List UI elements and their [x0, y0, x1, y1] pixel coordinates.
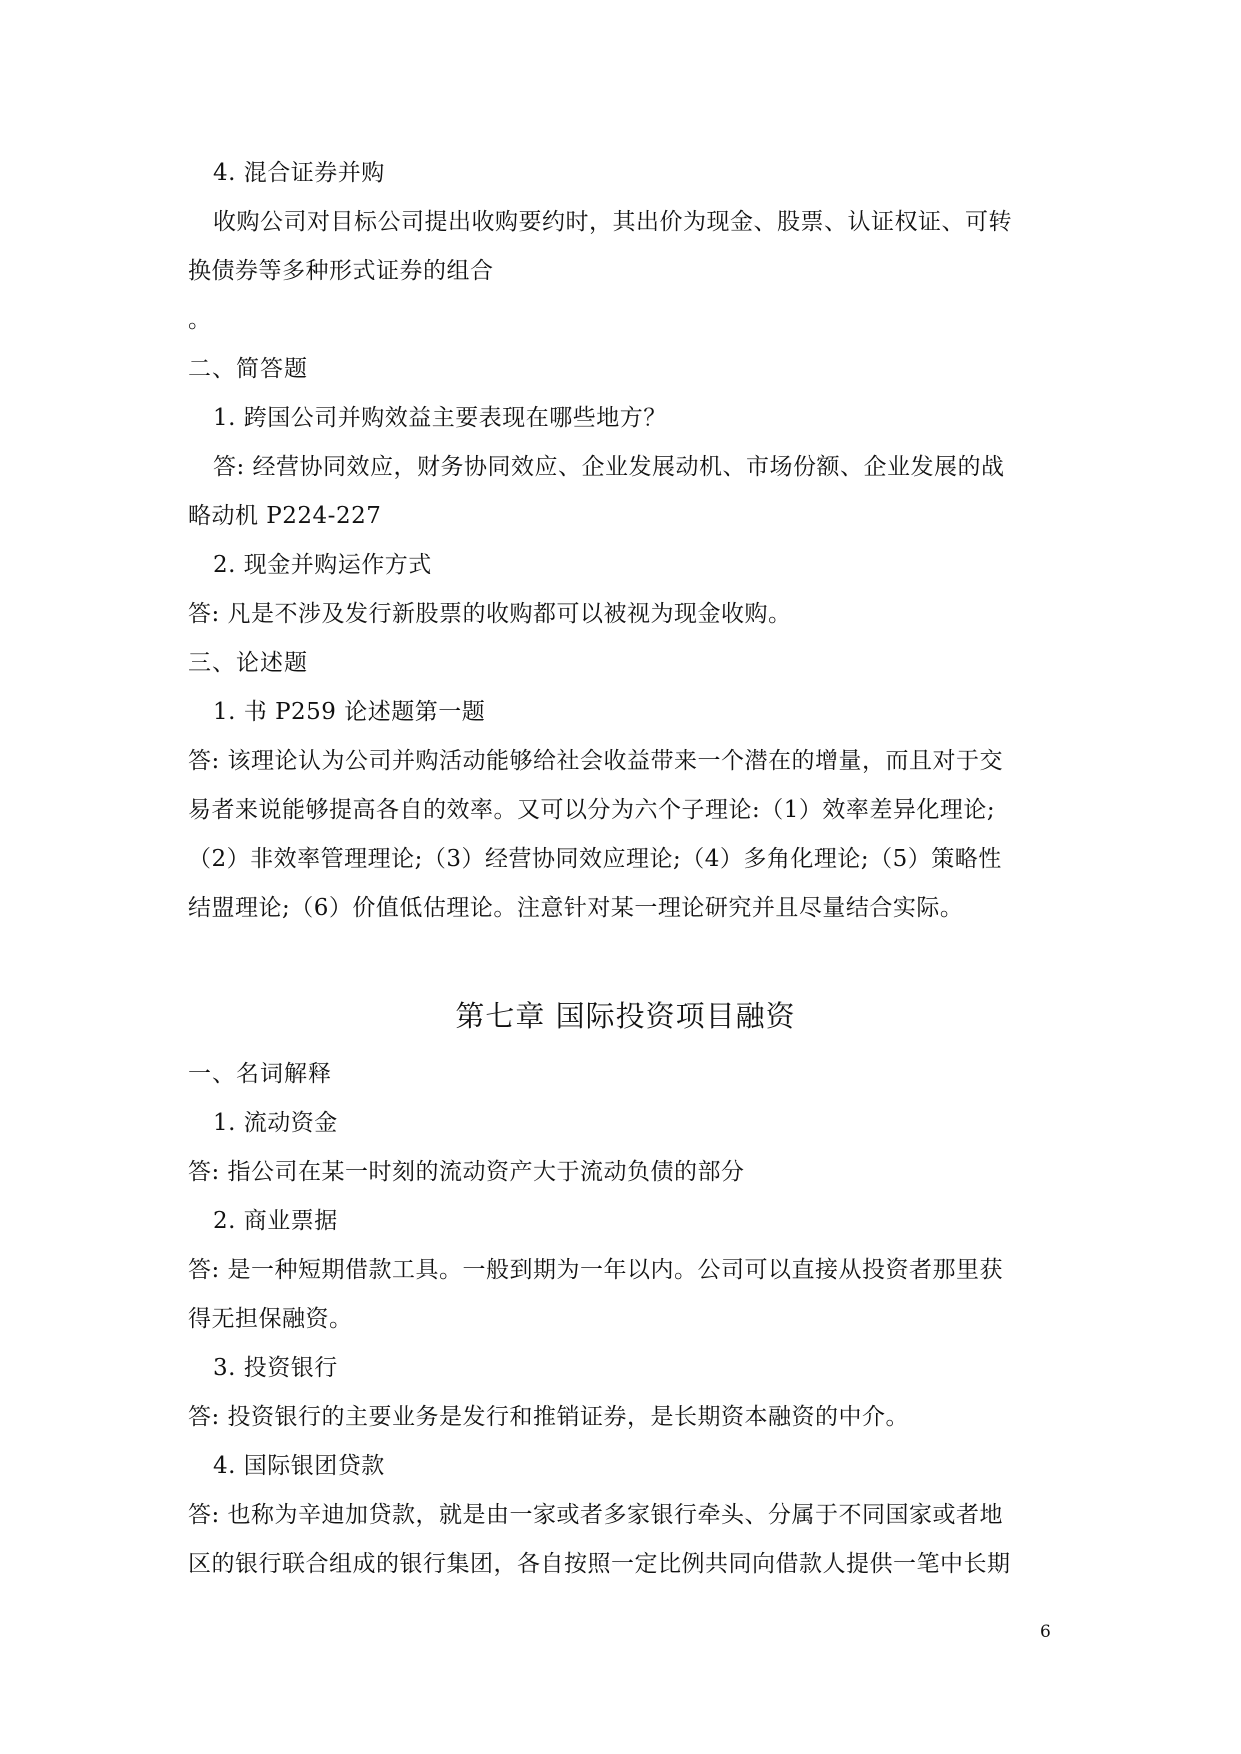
answer-text: 答: 该理论认为公司并购活动能够给社会收益带来一个潜在的增量，而且对于交: [188, 748, 1004, 774]
answer-text: 易者来说能够提高各自的效率。又可以分为六个子理论:（1）效率差异化理论;: [188, 797, 996, 823]
section-heading-short-answer: 二、简答题: [188, 356, 308, 382]
body-text: 收购公司对目标公司提出收购要约时，其出价为现金、股票、认证权证、可转: [213, 209, 1012, 235]
question: 1. 跨国公司并购效益主要表现在哪些地方？: [213, 405, 667, 431]
section-heading-terms: 一、名词解释: [188, 1061, 332, 1087]
item-mixed-securities: 4. 混合证券并购: [213, 160, 385, 186]
term: 1. 流动资金: [213, 1110, 338, 1136]
answer-text: 答: 也称为辛迪加贷款，就是由一家或者多家银行牵头、分属于不同国家或者地: [188, 1502, 1004, 1528]
answer-text: 结盟理论;（6）价值低估理论。注意针对某一理论研究并且尽量结合实际。: [188, 895, 964, 921]
question: 1. 书 P259 论述题第一题: [213, 699, 486, 725]
body-text: 。: [188, 307, 212, 333]
answer-text: （2）非效率管理理论;（3）经营协同效应理论;（4）多角化理论;（5）策略性: [188, 846, 1002, 872]
chapter-title: 第七章 国际投资项目融资: [455, 999, 796, 1033]
answer-text: 答: 指公司在某一时刻的流动资产大于流动负债的部分: [188, 1159, 745, 1185]
answer-text: 答: 投资银行的主要业务是发行和推销证券，是长期资本融资的中介。: [188, 1404, 910, 1430]
question: 2. 现金并购运作方式: [213, 552, 432, 578]
term: 3. 投资银行: [213, 1355, 338, 1381]
term: 4. 国际银团贷款: [213, 1453, 385, 1479]
answer-text: 区的银行联合组成的银行集团，各自按照一定比例共同向借款人提供一笔中长期: [188, 1551, 1011, 1577]
answer-text: 答: 经营协同效应，财务协同效应、企业发展动机、市场份额、企业发展的战: [213, 454, 1005, 480]
answer-text: 略动机 P224-227: [188, 503, 382, 529]
answer-text: 得无担保融资。: [188, 1306, 353, 1332]
answer-text: 答: 是一种短期借款工具。一般到期为一年以内。公司可以直接从投资者那里获: [188, 1257, 1004, 1283]
term: 2. 商业票据: [213, 1208, 338, 1234]
section-heading-essay: 三、论述题: [188, 650, 308, 676]
page-number: 6: [1040, 1622, 1051, 1642]
body-text: 换债券等多种形式证券的组合: [188, 258, 494, 284]
answer-text: 答: 凡是不涉及发行新股票的收购都可以被视为现金收购。: [188, 601, 792, 627]
